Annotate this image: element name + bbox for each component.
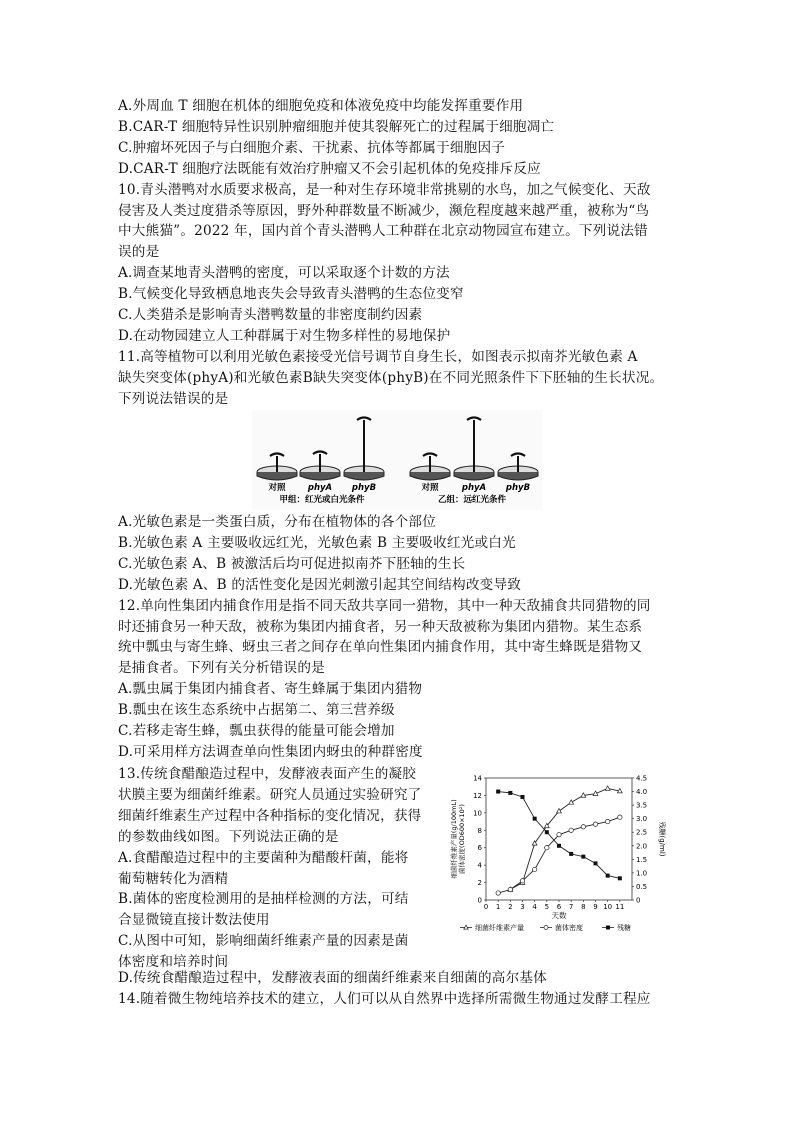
data-point-circle: [581, 825, 585, 829]
text-line: D.光敏色素 A、B 的活性变化是因光刺激引起其空间结构改变导致: [118, 576, 522, 593]
legend-label: 菌体密度: [555, 924, 583, 932]
data-point-circle: [593, 822, 597, 826]
text-line: D.在动物园建立人工种群属于对生物多样性的易地保护: [118, 327, 451, 344]
text-line: B.光敏色素 A 主要吸收远红光，光敏色素 B 主要吸收红光或白光: [118, 534, 516, 551]
text-line: 下列说法错误的是: [118, 390, 229, 407]
text-line: 11.高等植物可以利用光敏色素接受光信号调节自身生长，如图表示拟南芥光敏色素 A: [118, 348, 638, 365]
right-axis-label: 残糖(g/ml): [658, 821, 666, 857]
right-tick-label: 2.5: [636, 828, 648, 837]
legend-label: 细菌纤维素产量: [475, 924, 524, 932]
text-line: A.瓢虫属于集团内捕食者、寄生蜂属于集团内猎物: [118, 681, 423, 698]
text-line: D.CAR-T 细胞疗法既能有效治疗肿瘤又不会引起机体的免疫排斥反应: [118, 160, 541, 177]
group-a-caption: 甲组：红光或白光条件: [279, 495, 365, 505]
data-point-circle: [618, 815, 622, 819]
data-point-circle: [605, 819, 609, 823]
left-axis-label: 菌体密度(OD600×10²): [458, 804, 466, 874]
text-line: 误的是: [118, 244, 160, 261]
left-tick-label: 0: [477, 896, 482, 905]
x-tick-label: 5: [544, 903, 550, 911]
text-line: 葡萄糖转化为酒精: [118, 870, 229, 887]
text-line: C.从图中可知，影响细菌纤维素产量的因素是菌: [118, 933, 409, 950]
text-line: 是捕食者。下列有关分析错误的是: [118, 660, 325, 677]
data-point-square: [521, 795, 525, 799]
text-line: 10.青头潜鸭对水质要求极高，是一种对生存环境非常挑剔的水鸟，加之气候变化、天敌: [118, 181, 651, 198]
x-tick-label: 11: [615, 903, 625, 911]
text-line: 13.传统食醋酿造过程中，发酵液表面产生的凝胶: [118, 766, 417, 782]
data-point-circle: [557, 832, 561, 836]
text-line: 时还捕食另一种天敌，被称为集团内捕食者，另一种天敌被称为集团内猎物。某生态系: [118, 618, 643, 635]
seedling-label: phyA: [461, 483, 487, 493]
seedling-label: phyB: [505, 483, 531, 493]
left-axis-label: 细菌纤维素产量(g/100mL): [450, 799, 458, 879]
data-point-square: [545, 830, 549, 834]
text-line: A.光敏色素是一类蛋白质，分布在植物体的各个部位: [118, 514, 436, 530]
x-axis-label: 天数: [551, 911, 567, 920]
data-point-square: [606, 874, 610, 878]
text-line: 合显微镜直接计数法使用: [118, 912, 270, 929]
text-line: B.气候变化导致栖息地丧失会导致青头潜鸭的生态位变窄: [118, 286, 464, 303]
right-tick-label: 0.5: [636, 882, 648, 891]
data-point-circle: [508, 887, 512, 891]
data-point-square: [557, 844, 561, 848]
data-point-square: [581, 855, 585, 859]
text-line: C.若移走寄生蜂，瓢虫获得的能量可能会增加: [118, 723, 395, 739]
left-tick-label: 10: [473, 809, 482, 818]
text-line: D.可采用样方法调查单向性集团内蚜虫的种群密度: [118, 743, 423, 760]
data-point-square: [496, 790, 500, 794]
text-line: 缺失突变体(phyA)和光敏色素B缺失突变体(phyB)在不同光照条件下下胚轴的生长状况。: [118, 369, 664, 386]
x-tick-label: 9: [593, 903, 598, 911]
seedling-label: 对照: [268, 483, 286, 493]
text-line: 细菌纤维素生产过程中各种指标的变化情况，获得: [118, 807, 422, 824]
text-line: 12.单向性集团内捕食作用是指不同天敌共享同一猎物，其中一种天敌捕食共同猎物的同: [118, 597, 651, 614]
x-tick-label: 10: [603, 903, 613, 911]
x-tick-label: 7: [568, 903, 574, 911]
right-tick-label: 3.5: [636, 801, 648, 810]
right-tick-label: 3.0: [636, 815, 648, 824]
text-line: 体密度和培养时间: [118, 954, 229, 971]
data-point-circle: [569, 828, 573, 832]
left-tick-label: 4: [477, 861, 482, 870]
seedling-figure: [252, 410, 542, 510]
text-line: B.CAR-T 细胞特异性识别肿瘤细胞并使其裂解死亡的过程属于细胞凋亡: [118, 118, 555, 135]
seedling-label: 对照: [421, 483, 439, 493]
data-point-square: [618, 876, 622, 880]
text-line: 状膜主要为细菌纤维素。研究人员通过实验研究了: [118, 786, 422, 803]
left-tick-label: 8: [477, 826, 482, 835]
text-line: B.菌体的密度检测用的是抽样检测的方法，可结: [118, 891, 409, 908]
text-line: 统中瓢虫与寄生蜂、蚜虫三者之间存在单向性集团内捕食作用，其中寄生蜂既是猎物又: [118, 639, 643, 656]
text-line: A.食醋酿造过程中的主要菌种为醋酸杆菌，能将: [118, 849, 409, 866]
x-tick-label: 0: [483, 903, 489, 911]
legend-label: 残糖: [617, 924, 631, 932]
data-point-circle: [496, 891, 500, 895]
left-tick-label: 2: [477, 879, 482, 888]
text-line: D.传统食醋酿造过程中，发酵液表面的细菌纤维素来自细菌的高尔基体: [118, 970, 547, 986]
x-tick-label: 4: [532, 903, 537, 911]
text-line: C.光敏色素 A、B 被激活后均可促进拟南芥下胚轴的生长: [118, 555, 466, 572]
right-tick-label: 0: [636, 896, 641, 905]
data-point-circle: [520, 879, 524, 883]
right-tick-label: 1.5: [636, 855, 648, 864]
data-point-circle: [532, 867, 536, 871]
data-point-square: [569, 852, 573, 856]
text-line: 侵害及人类过度猎杀等原因，野外种群数量不断减少，濒危程度越来越严重，被称为“鸟: [118, 202, 650, 219]
text-line: C.人类猎杀是影响青头潜鸭数量的非密度制约因素: [118, 307, 423, 323]
group-b-caption: 乙组：远红光条件: [437, 495, 507, 505]
right-tick-label: 1.0: [636, 869, 648, 878]
text-line: A.调查某地青头潜鸭的密度，可以采取逐个计数的方法: [118, 265, 450, 282]
x-tick-label: 6: [556, 903, 562, 911]
right-tick-label: 2.0: [636, 842, 648, 851]
legend-marker: [544, 926, 548, 930]
seedling-label: phyB: [351, 483, 377, 493]
right-tick-label: 4.5: [636, 774, 648, 783]
text-line: 14.随着微生物纯培养技术的建立，人们可以从自然界中选择所需微生物通过发酵工程应: [118, 991, 651, 1007]
data-point-square: [594, 861, 598, 865]
data-point-triangle: [605, 786, 610, 790]
left-tick-label: 14: [473, 774, 482, 783]
legend-marker: [606, 926, 610, 930]
text-line: 中大熊猫”。2022 年，国内首个青头潜鸭人工种群在北京动物园宣布建立。下列说法错: [118, 223, 648, 240]
left-tick-label: 12: [473, 791, 482, 800]
data-point-square: [508, 791, 512, 795]
text-line: B.瓢虫在该生态系统中占据第二、第三营养级: [118, 702, 395, 719]
fermentation-chart: [446, 770, 668, 940]
left-tick-label: 6: [477, 844, 482, 853]
x-tick-label: 8: [581, 903, 586, 911]
right-tick-label: 4.0: [636, 788, 648, 797]
data-point-triangle: [557, 809, 562, 813]
text-line: A.外周血 T 细胞在机体的细胞免疫和体液免疫中均能发挥重要作用: [118, 98, 524, 114]
series-line: [510, 788, 619, 889]
data-point-circle: [545, 846, 549, 850]
x-tick-label: 3: [520, 903, 525, 911]
plot-frame: [486, 778, 632, 900]
legend-marker: [464, 925, 468, 929]
series-line: [498, 817, 620, 893]
x-tick-label: 1: [495, 903, 501, 911]
text-line: 的参数曲线如图。下列说法正确的是: [118, 828, 339, 845]
seedling-label: phyA: [307, 483, 333, 493]
data-point-square: [533, 817, 537, 821]
text-line: C.肿瘤坏死因子与白细胞介素、干扰素、抗体等都属于细胞因子: [118, 139, 506, 156]
data-point-triangle: [569, 800, 574, 804]
x-tick-label: 2: [508, 903, 513, 911]
